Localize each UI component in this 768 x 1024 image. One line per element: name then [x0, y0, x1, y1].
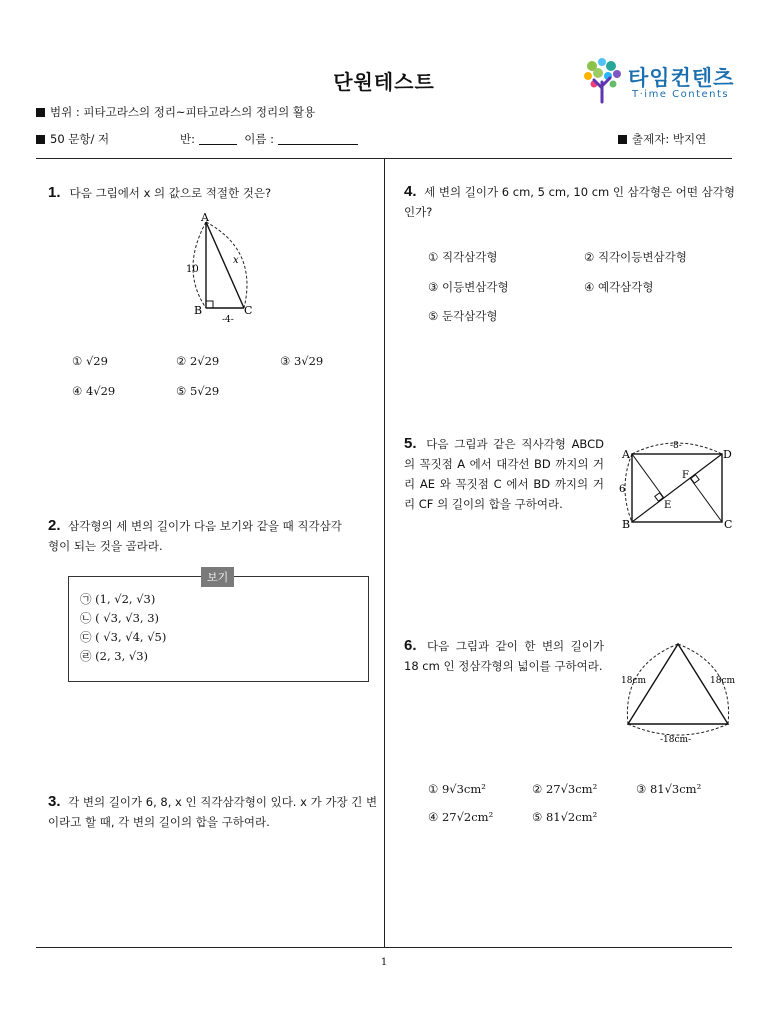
question-text: 다음 그림에서 x 의 값으로 적절한 것은?	[69, 186, 272, 200]
q4-option-3[interactable]: ③ 이등변삼각형	[428, 280, 509, 294]
page-number: 1	[380, 957, 388, 968]
name-label: 이름 :	[244, 132, 275, 146]
side-bc-label: -4-	[222, 315, 234, 325]
author-text: 출제자: 박지연	[632, 132, 707, 146]
question-4	[404, 182, 736, 222]
class-blank[interactable]	[199, 144, 237, 145]
count-text: 50 문항/ 저	[50, 132, 110, 146]
question-number: 2.	[48, 517, 61, 534]
logo-subtitle: T·ime Contents	[632, 89, 730, 100]
footer-divider	[36, 947, 732, 948]
side-ac-label: x	[233, 255, 239, 266]
question-2	[48, 516, 348, 556]
range-text: 범위 : 피타고라스의 정리~피타고라스의 정리의 활용	[50, 105, 316, 119]
q1-option-3[interactable]: ③ 3√29	[280, 354, 324, 368]
class-label: 반:	[180, 132, 195, 146]
q5-rectangle-figure	[616, 436, 738, 532]
vertex-b: B	[194, 304, 203, 317]
question-number: 5.	[404, 435, 417, 452]
question-1	[48, 182, 368, 203]
page-title: 단원테스트	[333, 70, 435, 94]
q4-option-2[interactable]: ② 직각이등변삼각형	[584, 250, 687, 264]
question-text: 삼각형의 세 변의 길이가 다음 보기와 같을 때 직각삼각형이 되는 것을 골라라.	[48, 519, 342, 553]
question-text: 세 변의 길이가 6 cm, 5 cm, 10 cm 인 삼각형은 어떤 삼각형인가?	[404, 185, 735, 219]
question-text: 다음 그림과 같은 직사각형 ABCD 의 꼭짓점 A 에서 대각선 BD 까지의 거리 AE 와 꼭짓점 C 에서 BD 까지의 거리 CF 의 길이의 합을 구하여라.	[404, 437, 605, 511]
q6-option-3[interactable]: ③ 81√3cm²	[636, 782, 702, 796]
question-6	[404, 636, 604, 676]
question-number: 1.	[48, 184, 61, 201]
bogi-item-4: ㉣ (2, 3, √3)	[80, 649, 149, 663]
question-number: 3.	[48, 793, 61, 810]
question-text: 다음 그림과 같이 한 변의 길이가 18 cm 인 정삼각형의 넓이를 구하여라.	[404, 639, 604, 673]
vertex-c: C	[244, 304, 253, 317]
bottom-side-label: -18cm-	[660, 735, 692, 745]
q4-option-4[interactable]: ④ 예각삼각형	[584, 280, 654, 294]
class-field	[180, 131, 358, 147]
question-number: 4.	[404, 183, 417, 200]
square-bullet-icon	[618, 135, 627, 144]
square-bullet-icon	[36, 108, 45, 117]
q6-equilateral-triangle-figure	[618, 636, 742, 748]
q1-option-2[interactable]: ② 2√29	[176, 354, 220, 368]
q6-option-5[interactable]: ⑤ 81√2cm²	[532, 810, 598, 824]
bogi-label: 보기	[201, 567, 234, 587]
question-5	[404, 434, 604, 514]
right-side-label: 18cm	[710, 676, 736, 686]
q1-option-1[interactable]: ① √29	[72, 354, 108, 368]
q1-option-4[interactable]: ④ 4√29	[72, 384, 116, 398]
question-text: 각 변의 길이가 6, 8, x 인 직각삼각형이 있다. x 가 가장 긴 변이라고 할 때, 각 변의 길이의 합을 구하여라.	[48, 795, 378, 829]
name-blank[interactable]	[278, 144, 358, 145]
side-ab-label: 10	[186, 264, 199, 275]
point-e: E	[664, 500, 672, 511]
q6-option-4[interactable]: ④ 27√2cm²	[428, 810, 494, 824]
square-bullet-icon	[36, 135, 45, 144]
top-side-label: -8-	[670, 441, 682, 451]
q4-option-1[interactable]: ① 직각삼각형	[428, 250, 498, 264]
column-divider	[384, 158, 385, 948]
q6-option-1[interactable]: ① 9√3cm²	[428, 782, 486, 796]
author-line	[618, 131, 706, 147]
vertex-a: A	[201, 211, 209, 224]
question-number: 6.	[404, 637, 417, 654]
left-side-label: 18cm	[621, 676, 647, 686]
bogi-item-2: ㉡ ( √3, √3, 3)	[80, 611, 160, 625]
left-side-label: 6	[619, 484, 626, 495]
bogi-item-3: ㉢ ( √3, √4, √5)	[80, 630, 167, 644]
bogi-item-1: ㉠ (1, √2, √3)	[80, 592, 156, 606]
vertex-d: D	[723, 448, 732, 461]
q4-option-5[interactable]: ⑤ 둔각삼각형	[428, 309, 498, 323]
vertex-b: B	[622, 518, 631, 531]
point-f: F	[682, 470, 689, 481]
vertex-a: A	[622, 448, 630, 461]
question-3	[48, 792, 380, 832]
q6-option-2[interactable]: ② 27√3cm²	[532, 782, 598, 796]
vertex-c: C	[724, 518, 733, 531]
range-line	[36, 104, 315, 120]
q1-option-5[interactable]: ⑤ 5√29	[176, 384, 220, 398]
logo-text: 타임컨텐츠	[628, 66, 735, 90]
count-line	[36, 131, 109, 147]
q1-right-triangle-figure	[178, 210, 268, 330]
